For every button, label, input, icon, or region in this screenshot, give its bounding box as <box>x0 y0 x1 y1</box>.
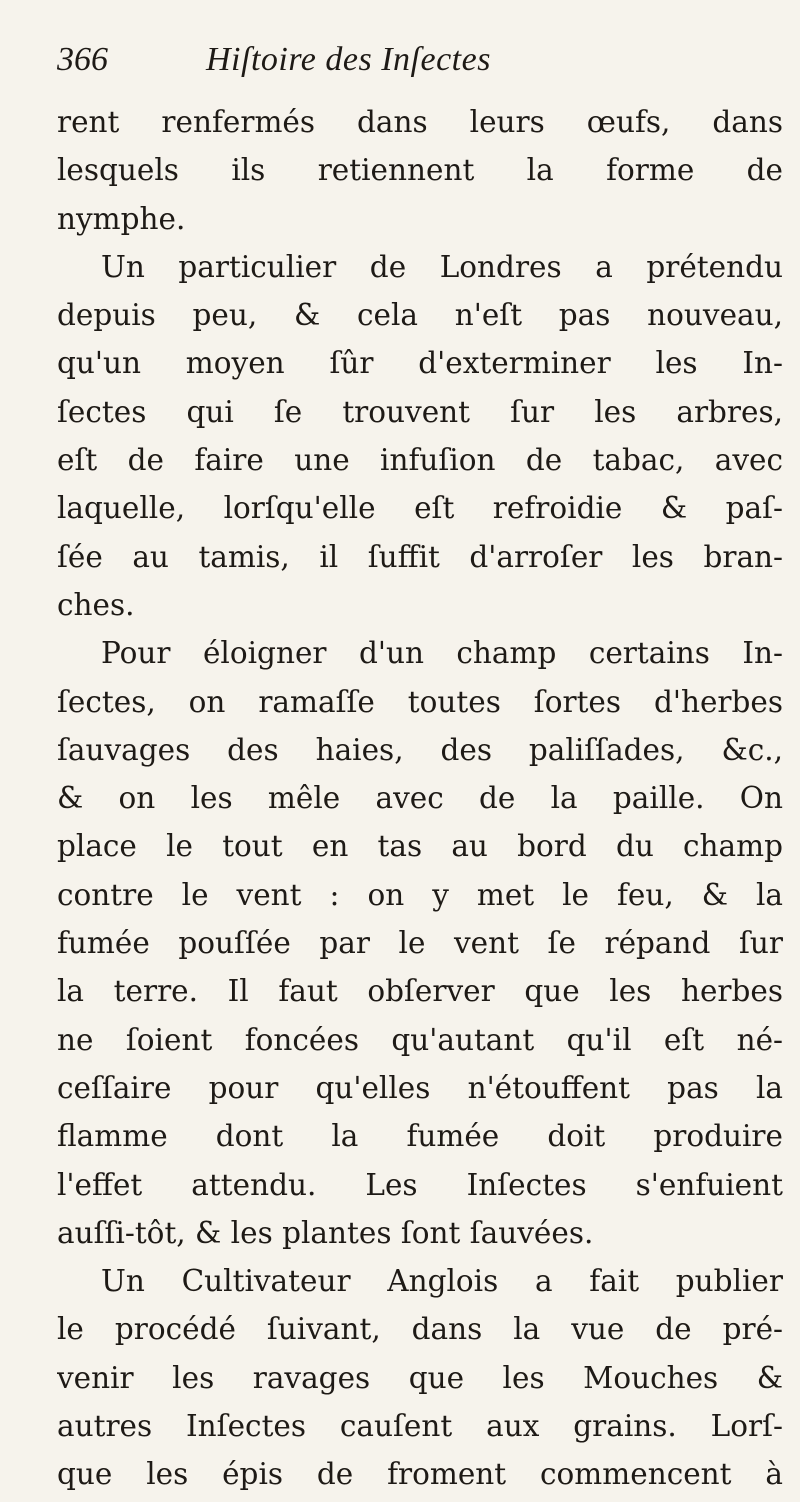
text-line: place le tout en tas au bord du champ <box>57 829 783 864</box>
text-line: auſſi-tôt, & les plantes ſont ſauvées. <box>57 1215 594 1250</box>
text-line: ſée au tamis, il ſuffit d'arroſer les bran- <box>57 539 783 574</box>
text-line: la terre. Il faut obſerver que les herbes <box>57 974 783 1009</box>
text-line: Pour éloigner d'un champ certains In- <box>101 636 783 671</box>
running-title: Hiſtoire des Inſectes <box>206 41 491 78</box>
text-line: ches. <box>57 587 135 622</box>
text-line: Un particulier de Londres a prétendu <box>101 249 783 284</box>
text-line: depuis peu, & cela n'eſt pas nouveau, <box>57 298 783 333</box>
text-line: le procédé ſuivant, dans la vue de pré- <box>57 1312 783 1347</box>
text-line: nymphe. <box>57 201 186 236</box>
text-line: l'effet attendu. Les Inſectes s'enfuient <box>57 1167 783 1202</box>
page-number: 366 <box>57 41 108 78</box>
text-line: Un Cultivateur Anglois a fait publier <box>101 1264 783 1299</box>
text-line: autres Inſectes cauſent aux grains. Lorſ- <box>57 1409 783 1444</box>
text-line: fumée pouſſée par le vent ſe répand ſur <box>57 926 783 961</box>
text-line: que les épis de froment commencent à <box>57 1457 783 1492</box>
text-line: laquelle, lorſqu'elle eſt refroidie & paſ- <box>57 491 783 526</box>
text-line: & on les mêle avec de la paille. On <box>57 781 783 816</box>
running-head <box>57 40 777 96</box>
body-text <box>57 98 783 1499</box>
text-line: eſt de faire une infuſion de tabac, avec <box>57 443 783 478</box>
text-line: qu'un moyen ſûr d'exterminer les In- <box>57 346 783 381</box>
text-line: ne ſoient foncées qu'autant qu'il eſt né- <box>57 1022 783 1057</box>
text-line: contre le vent : on y met le feu, & la <box>57 877 783 912</box>
text-line: ſauvages des haies, des paliſſades, &c., <box>57 732 783 767</box>
text-line: ſectes, on ramaſſe toutes ſortes d'herbes <box>57 684 783 719</box>
text-line: rent renfermés dans leurs œufs, dans <box>57 105 783 139</box>
text-line: ceſſaire pour qu'elles n'étouffent pas la <box>57 1070 783 1105</box>
text-line: ſectes qui ſe trouvent ſur les arbres, <box>57 394 783 429</box>
text-line: lesquels ils retiennent la forme de <box>57 153 783 188</box>
text-line: flamme dont la fumée doit produire <box>57 1119 783 1154</box>
text-line: venir les ravages que les Mouches & <box>57 1360 783 1395</box>
